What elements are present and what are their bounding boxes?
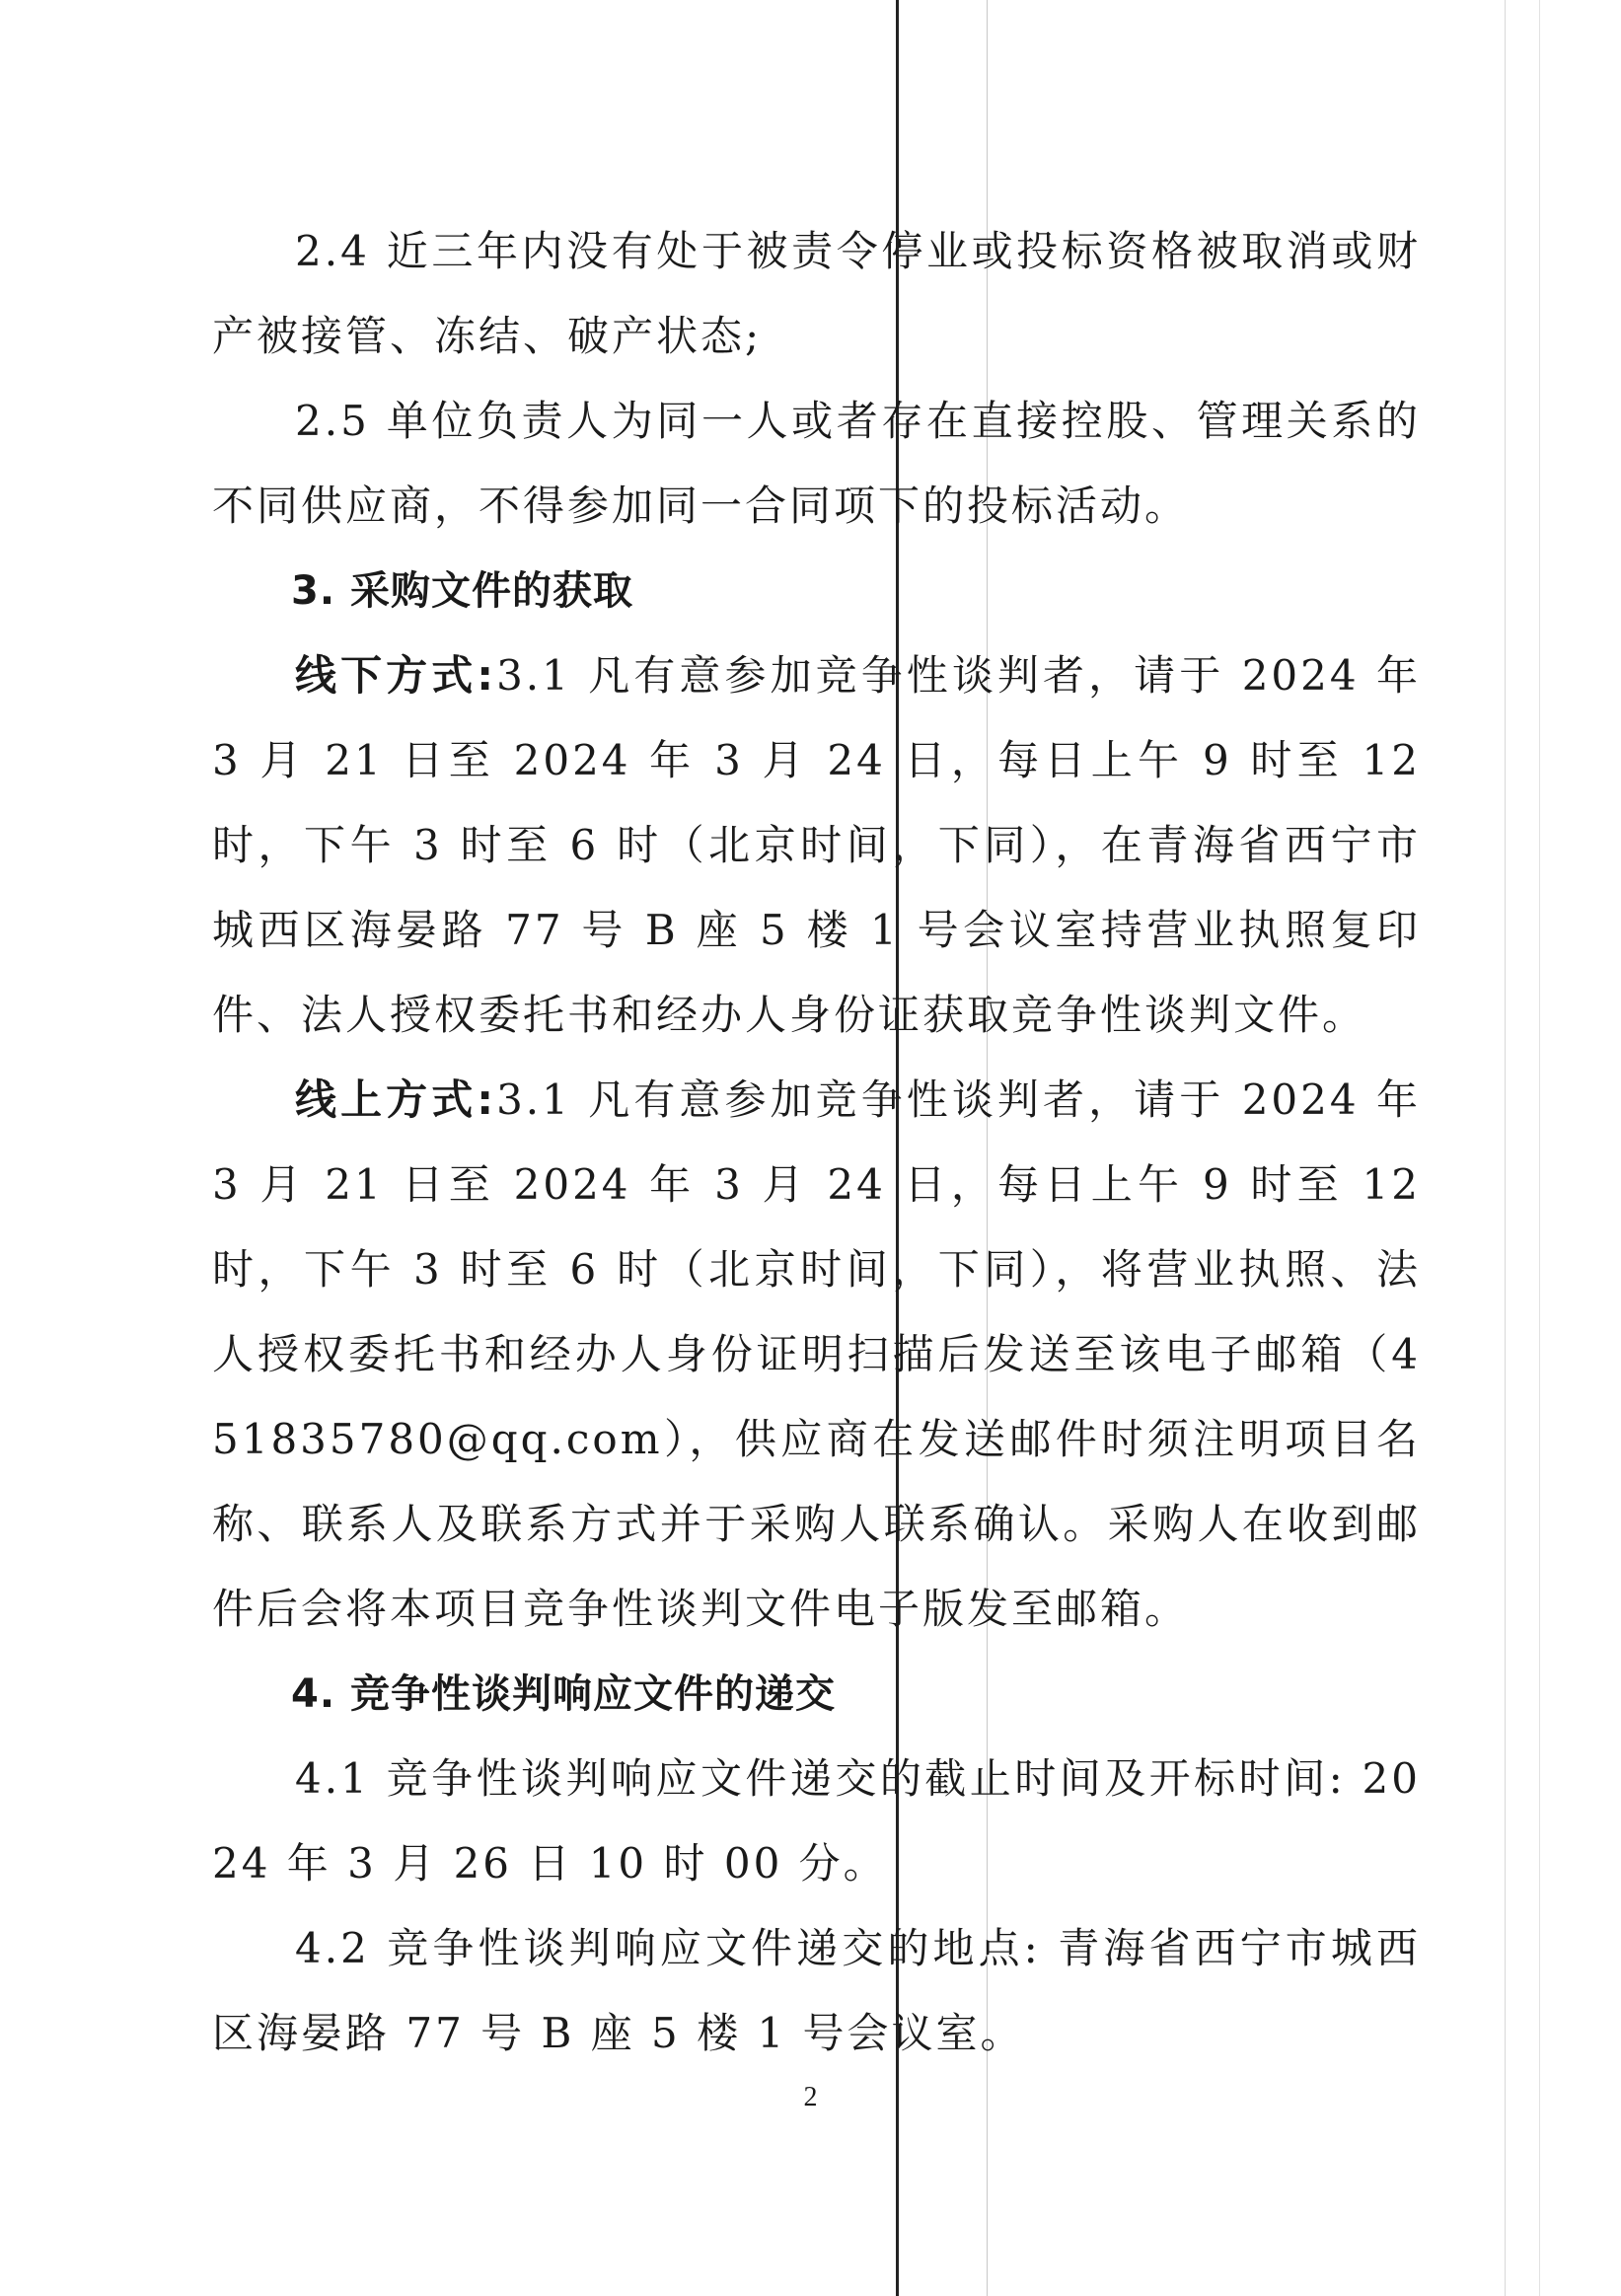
clause-2-4: 2.4 近三年内没有处于被责令停业或投标资格被取消或财产被接管、冻结、破产状态; [212, 227, 1421, 360]
document-body [212, 209, 1421, 2076]
offline-method-label: 线下方式: [295, 651, 497, 700]
clause-4-1: 4.1 竞争性谈判响应文件递交的截止时间及开标时间: 2024 年 3 月 26 日 10 时 00 分。 [212, 1754, 1421, 1888]
section-heading-3: 3. 采购文件的获取 [291, 568, 633, 614]
section-heading-4: 4. 竞争性谈判响应文件的递交 [291, 1671, 836, 1717]
scan-artifact-line [1505, 0, 1506, 2296]
online-method-text: 3.1 凡有意参加竞争性谈判者，请于 2024 年 3 月 21 日至 2024 年 3 月 24 日，每日上午 9 时至 12 时，下午 3 时至 6 时（北京时间，下同），将营业执照、法人授权委托书和经办人身份证明扫描后发送至该电子邮箱（451835780@qq.com），供应商在发送邮件时须注明项目名称、联系人及联系方式并于采购人联系确认。采购人在收到邮件后会将本项目竞争性谈判文件电子版发至邮箱。 [212, 1075, 1422, 1633]
offline-method-paragraph [212, 633, 1421, 1058]
offline-method-text: 3.1 凡有意参加竞争性谈判者，请于 2024 年 3 月 21 日至 2024 年 3 月 24 日，每日上午 9 时至 12 时，下午 3 时至 6 时（北京时间，下同），在青海省西宁市城西区海晏路 77 号 B 座 5 楼 1 号会议室持营业执照复印件、法人授权委托书和经办人身份证获取竞争性谈判文件。 [212, 651, 1422, 1039]
clause-4-2: 4.2 竞争性谈判响应文件递交的地点: 青海省西宁市城西区海晏路 77 号 B 座 5 楼 1 号会议室。 [212, 1924, 1421, 2057]
online-method-label: 线上方式: [295, 1075, 497, 1124]
online-method-paragraph [212, 1058, 1421, 1652]
clause-2-5: 2.5 单位负责人为同一人或者存在直接控股、管理关系的不同供应商，不得参加同一合同项下的投标活动。 [212, 397, 1421, 530]
scan-artifact-line [1539, 0, 1540, 2296]
page-number: 2 [803, 2082, 818, 2112]
